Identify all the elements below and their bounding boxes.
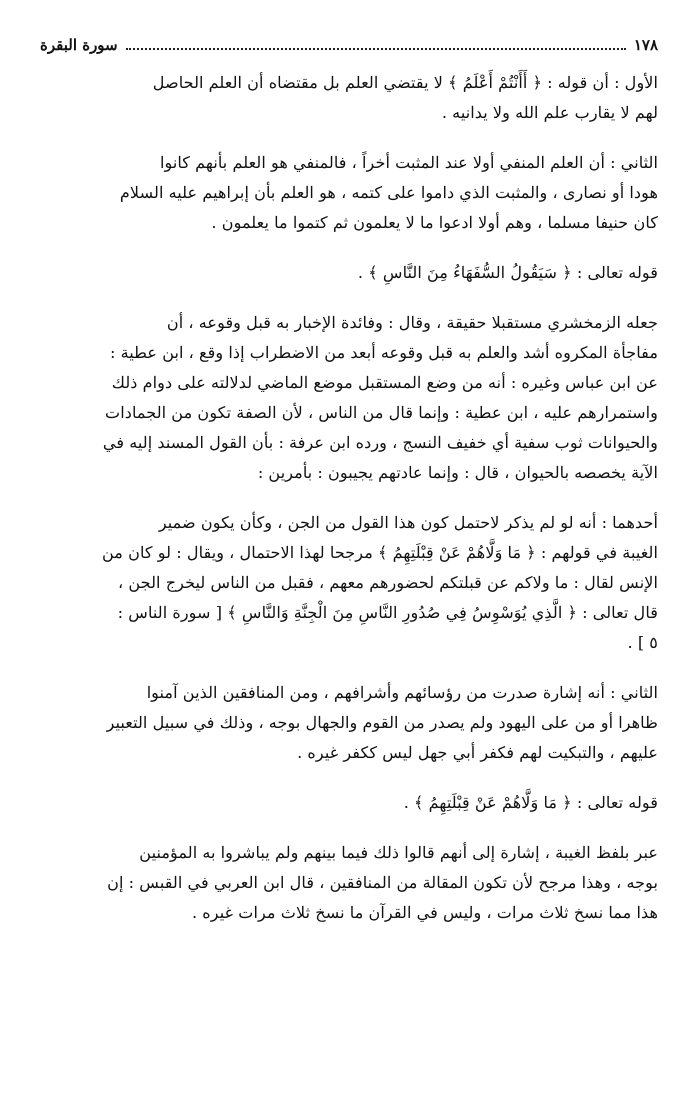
page-header: [40, 30, 658, 54]
paragraph-6: [40, 838, 658, 928]
text-line: مفاجأة المكروه أشد والعلم به قبل وقوعه أبعد من الاضطراب إذا وقع ، ابن عطية :: [109, 343, 658, 362]
text-line: الأول : أن قوله : ﴿ أَأَنْتُمْ أَعْلَمُ ﴾ لا يقتضي العلم بل مقتضاه أن العلم الحاصل: [152, 73, 658, 92]
text-line: قوله تعالى : ﴿ سَيَقُولُ السُّفَهَاءُ مِنَ النَّاسِ ﴾ .: [357, 263, 658, 282]
page-body: [40, 68, 658, 928]
text-line: ٥ ] .: [627, 633, 658, 652]
text-line: ظاهرا أو من على اليهود ولم يصدر من القوم والجهال بوجه ، وذلك في سبيل التعبير: [106, 713, 658, 732]
text-line: الغيبة في قولهم : ﴿ مَا وَلَّاهُمْ عَنْ قِبْلَتِهِمُ ﴾ مرجحا لهذا الاحتمال ، ويقال : لو كان من: [101, 543, 658, 562]
text-line: والحيوانات ثوب سفية أي خفيف النسج ، ورده ابن عرفة : بأن القول المسند إليه في: [102, 433, 658, 452]
surah-title: سورة البقرة: [40, 36, 118, 54]
text-line: قال تعالى : ﴿ الَّذِي يُوَسْوِسُ فِي صُدُورِ النَّاسِ مِنَ الْجِنَّةِ وَالنَّاسِ ﴾ [ سورة الناس :: [117, 603, 658, 622]
paragraph-4: [40, 508, 658, 658]
text-line: الثاني : أن العلم المنفي أولا عند المثبت أخراً ، فالمنفي هو العلم بأنهم كانوا: [159, 153, 658, 172]
paragraph-2: [40, 148, 658, 238]
text-line: هذا مما نسخ ثلاث مرات ، وليس في القرآن ما نسخ ثلاث مرات غيره .: [192, 903, 658, 922]
text-line: جعله الزمخشري مستقبلا حقيقة ، وقال : وفائدة الإخبار به قبل وقوعه ، أن: [166, 313, 658, 332]
verse-heading-1: [40, 258, 658, 288]
page-number: ١٧٨: [633, 36, 658, 54]
text-line: عليهم ، والتبكيت لهم فكفر أبي جهل ليس ككفر غيره .: [297, 743, 658, 762]
text-line: عن ابن عباس وغيره : أنه من وضع المستقبل موضع الماضي لدلالته على دوام ذلك: [111, 373, 658, 392]
paragraph-3: [40, 308, 658, 488]
header-dotted-rule: [126, 48, 626, 50]
text-line: الثاني : أنه إشارة صدرت من رؤسائهم وأشرافهم ، ومن المنافقين الذين آمنوا: [146, 683, 658, 702]
verse-heading-2: [40, 788, 658, 818]
text-line: قوله تعالى : ﴿ مَا وَلَّاهُمْ عَنْ قِبْلَتِهِمُ ﴾ .: [403, 793, 658, 812]
text-line: كان حنيفا مسلما ، وهم أولا ادعوا ما لا يعلمون ثم كتموا ما يعلمون .: [211, 213, 658, 232]
text-line: لهم لا يقارب علم الله ولا يدانيه .: [441, 103, 658, 122]
paragraph-1: [40, 68, 658, 128]
text-line: واستمرارهم عليه ، ابن عطية : وإنما قال من الناس ، لأن الصفة تكون من الجمادات: [105, 403, 658, 422]
text-line: الإنس لقال : ما ولاكم عن قبلتكم لحضورهم معهم ، فقبل من الناس ليخرج الجن ،: [117, 573, 658, 592]
text-line: بوجه ، وهذا مرجح لأن تكون المقالة من المنافقين ، قال ابن العربي في القبس : إن: [107, 873, 658, 892]
text-line: الآية يخصصه بالحيوان ، قال : وإنما عادتهم يجيبون : بأمرين :: [257, 463, 658, 482]
paragraph-5: [40, 678, 658, 768]
text-line: أحدهما : أنه لو لم يذكر لاحتمل كون هذا القول من الجن ، وكأن يكون ضمير: [158, 513, 658, 532]
text-line: عبر بلفظ الغيبة ، إشارة إلى أنهم قالوا ذلك فيما بينهم ولم يباشروا به المؤمنين: [139, 843, 658, 862]
text-line: هودا أو نصارى ، والمثبت الذي داموا على كتمه ، هو العلم بأن إبراهيم عليه السلام: [119, 183, 658, 202]
